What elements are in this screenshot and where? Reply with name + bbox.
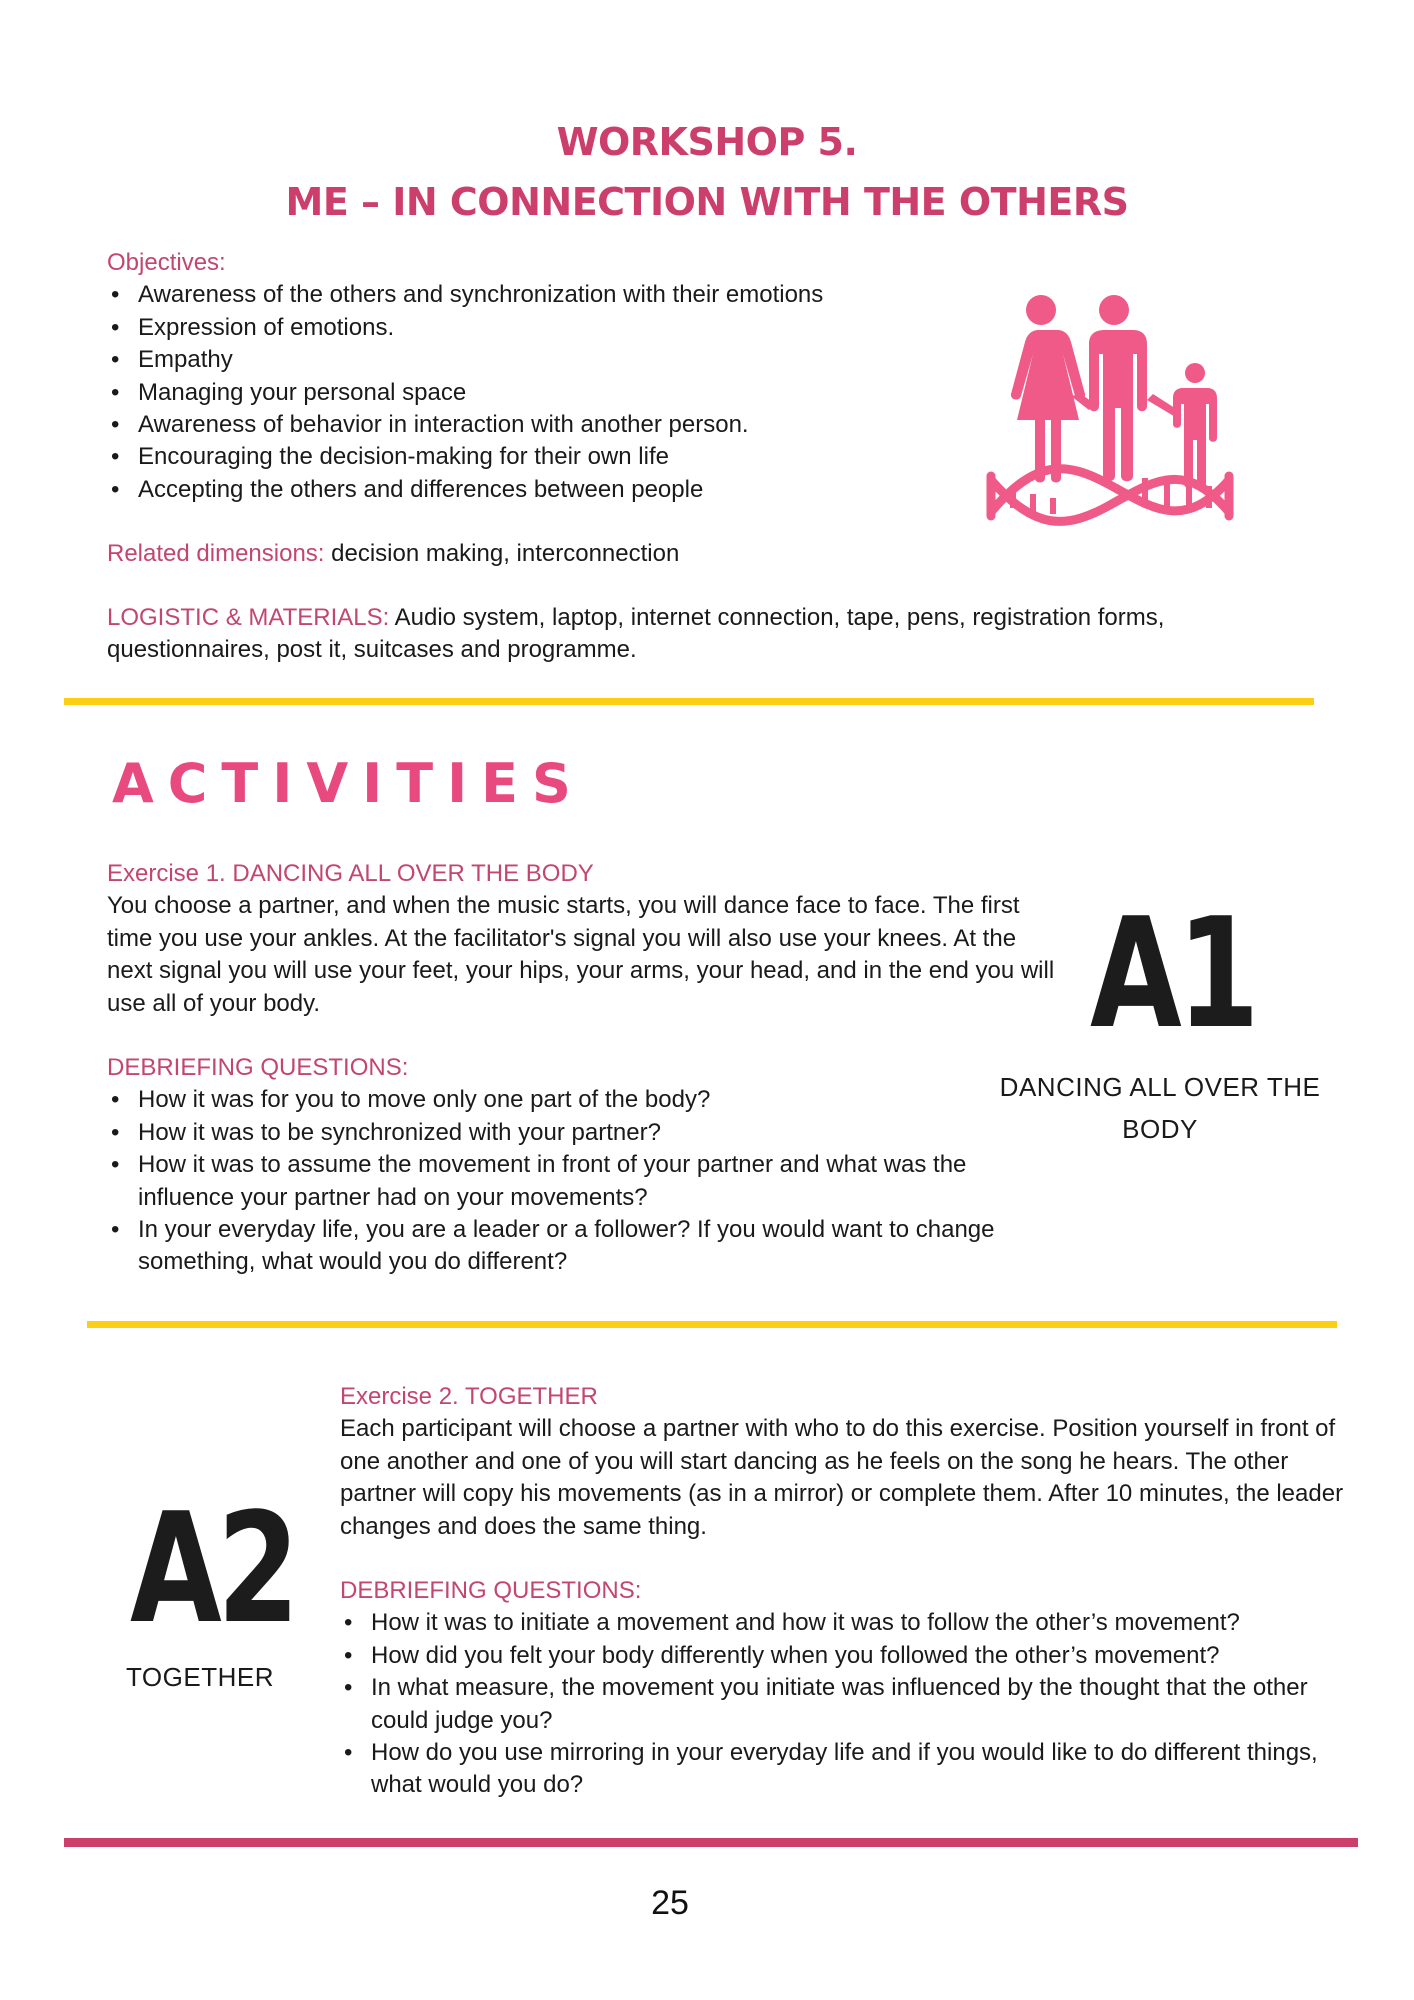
page-number: 25 <box>651 1884 689 1922</box>
list-item: • Awareness of behavior in interaction with another person. <box>107 409 987 441</box>
activities-heading: ACTIVITIES <box>112 752 585 815</box>
workshop-title: ME – IN CONNECTION WITH THE OTHERS <box>285 180 1129 224</box>
objectives-section <box>107 247 987 506</box>
logistics-label: LOGISTIC & MATERIALS: <box>107 604 390 631</box>
list-item: • Empathy <box>107 344 987 376</box>
objectives-label: Objectives: <box>107 249 226 276</box>
exercise-2-title: Exercise 2. TOGETHER <box>340 1383 598 1410</box>
exercise-1-badge: A1 <box>1090 885 1255 1062</box>
exercise-1-caption: DANCING ALL OVER THE BODY <box>999 1072 1321 1144</box>
exercise-2-badge: A2 <box>130 1480 295 1657</box>
exercise-1-title: Exercise 1. DANCING ALL OVER THE BODY <box>107 860 594 887</box>
section-divider <box>64 698 1314 705</box>
list-item: • How did you felt your body differently when you followed the other’s movement? <box>340 1640 1360 1672</box>
workshop-number: WORKSHOP 5. <box>556 120 858 164</box>
exercise-1-description: You choose a partner, and when the music starts, you will dance face to face. The first time you use your ankles. At the facilitator's signal you will also use your knees. At the next signal you will use your feet, your hips, your arms, your head, and in the end you will use all of your body. <box>107 892 1055 1017</box>
list-item: • Expression of emotions. <box>107 312 987 344</box>
list-item: • Managing your personal space <box>107 377 987 409</box>
list-item: • Awareness of the others and synchronization with their emotions <box>107 279 987 311</box>
exercise-2-description: Each participant will choose a partner with who to do this exercise. Position yourself in front of one another and one of you will start dancing as he feels on the song he hears. The other partner will copy his movements (as in a mirror) or complete them. After 10 minutes, the leader changes and does the same thing. <box>340 1415 1344 1540</box>
page-title <box>0 112 1414 232</box>
logistics-value: Audio system, laptop, internet connection, tape, pens, registration forms, questionnaires, post it, suitcases and programme. <box>107 604 1165 664</box>
list-item: • How it was to be synchronized with your partner? <box>107 1117 1067 1149</box>
exercise-2-caption: TOGETHER <box>126 1662 274 1692</box>
family-dna-icon <box>985 290 1235 545</box>
exercise-2-questions <box>340 1607 1360 1801</box>
related-dimensions <box>107 538 1307 570</box>
list-item: • In what measure, the movement you initiate was influenced by the thought that the other could judge you? <box>340 1672 1360 1737</box>
exercise-2-debrief-label: DEBRIEFING QUESTIONS: <box>340 1577 642 1605</box>
footer-divider <box>64 1838 1358 1847</box>
list-item: • How it was to assume the movement in front of your partner and what was the influence your partner had on your movements? <box>107 1149 1067 1214</box>
list-item: • How do you use mirroring in your everyday life and if you would like to do different things, what would you do? <box>340 1737 1360 1802</box>
list-item: • How it was for you to move only one part of the body? <box>107 1084 1067 1116</box>
exercise-1-questions <box>107 1084 1067 1278</box>
list-item: • Encouraging the decision-making for their own life <box>107 441 987 473</box>
objectives-list <box>107 279 987 506</box>
exercise-1-debrief-label: DEBRIEFING QUESTIONS: <box>107 1054 409 1082</box>
list-item: • Accepting the others and differences between people <box>107 474 987 506</box>
exercise-1 <box>107 858 1067 1279</box>
related-dimensions-value: decision making, interconnection <box>324 540 680 567</box>
logistics-materials <box>107 602 1257 667</box>
list-item: • How it was to initiate a movement and how it was to follow the other’s movement? <box>340 1607 1360 1639</box>
list-item: • In your everyday life, you are a leader or a follower? If you would want to change something, what would you do different? <box>107 1214 1067 1279</box>
related-dimensions-label: Related dimensions: <box>107 540 325 567</box>
exercise-2 <box>340 1381 1360 1802</box>
section-divider <box>87 1321 1337 1328</box>
